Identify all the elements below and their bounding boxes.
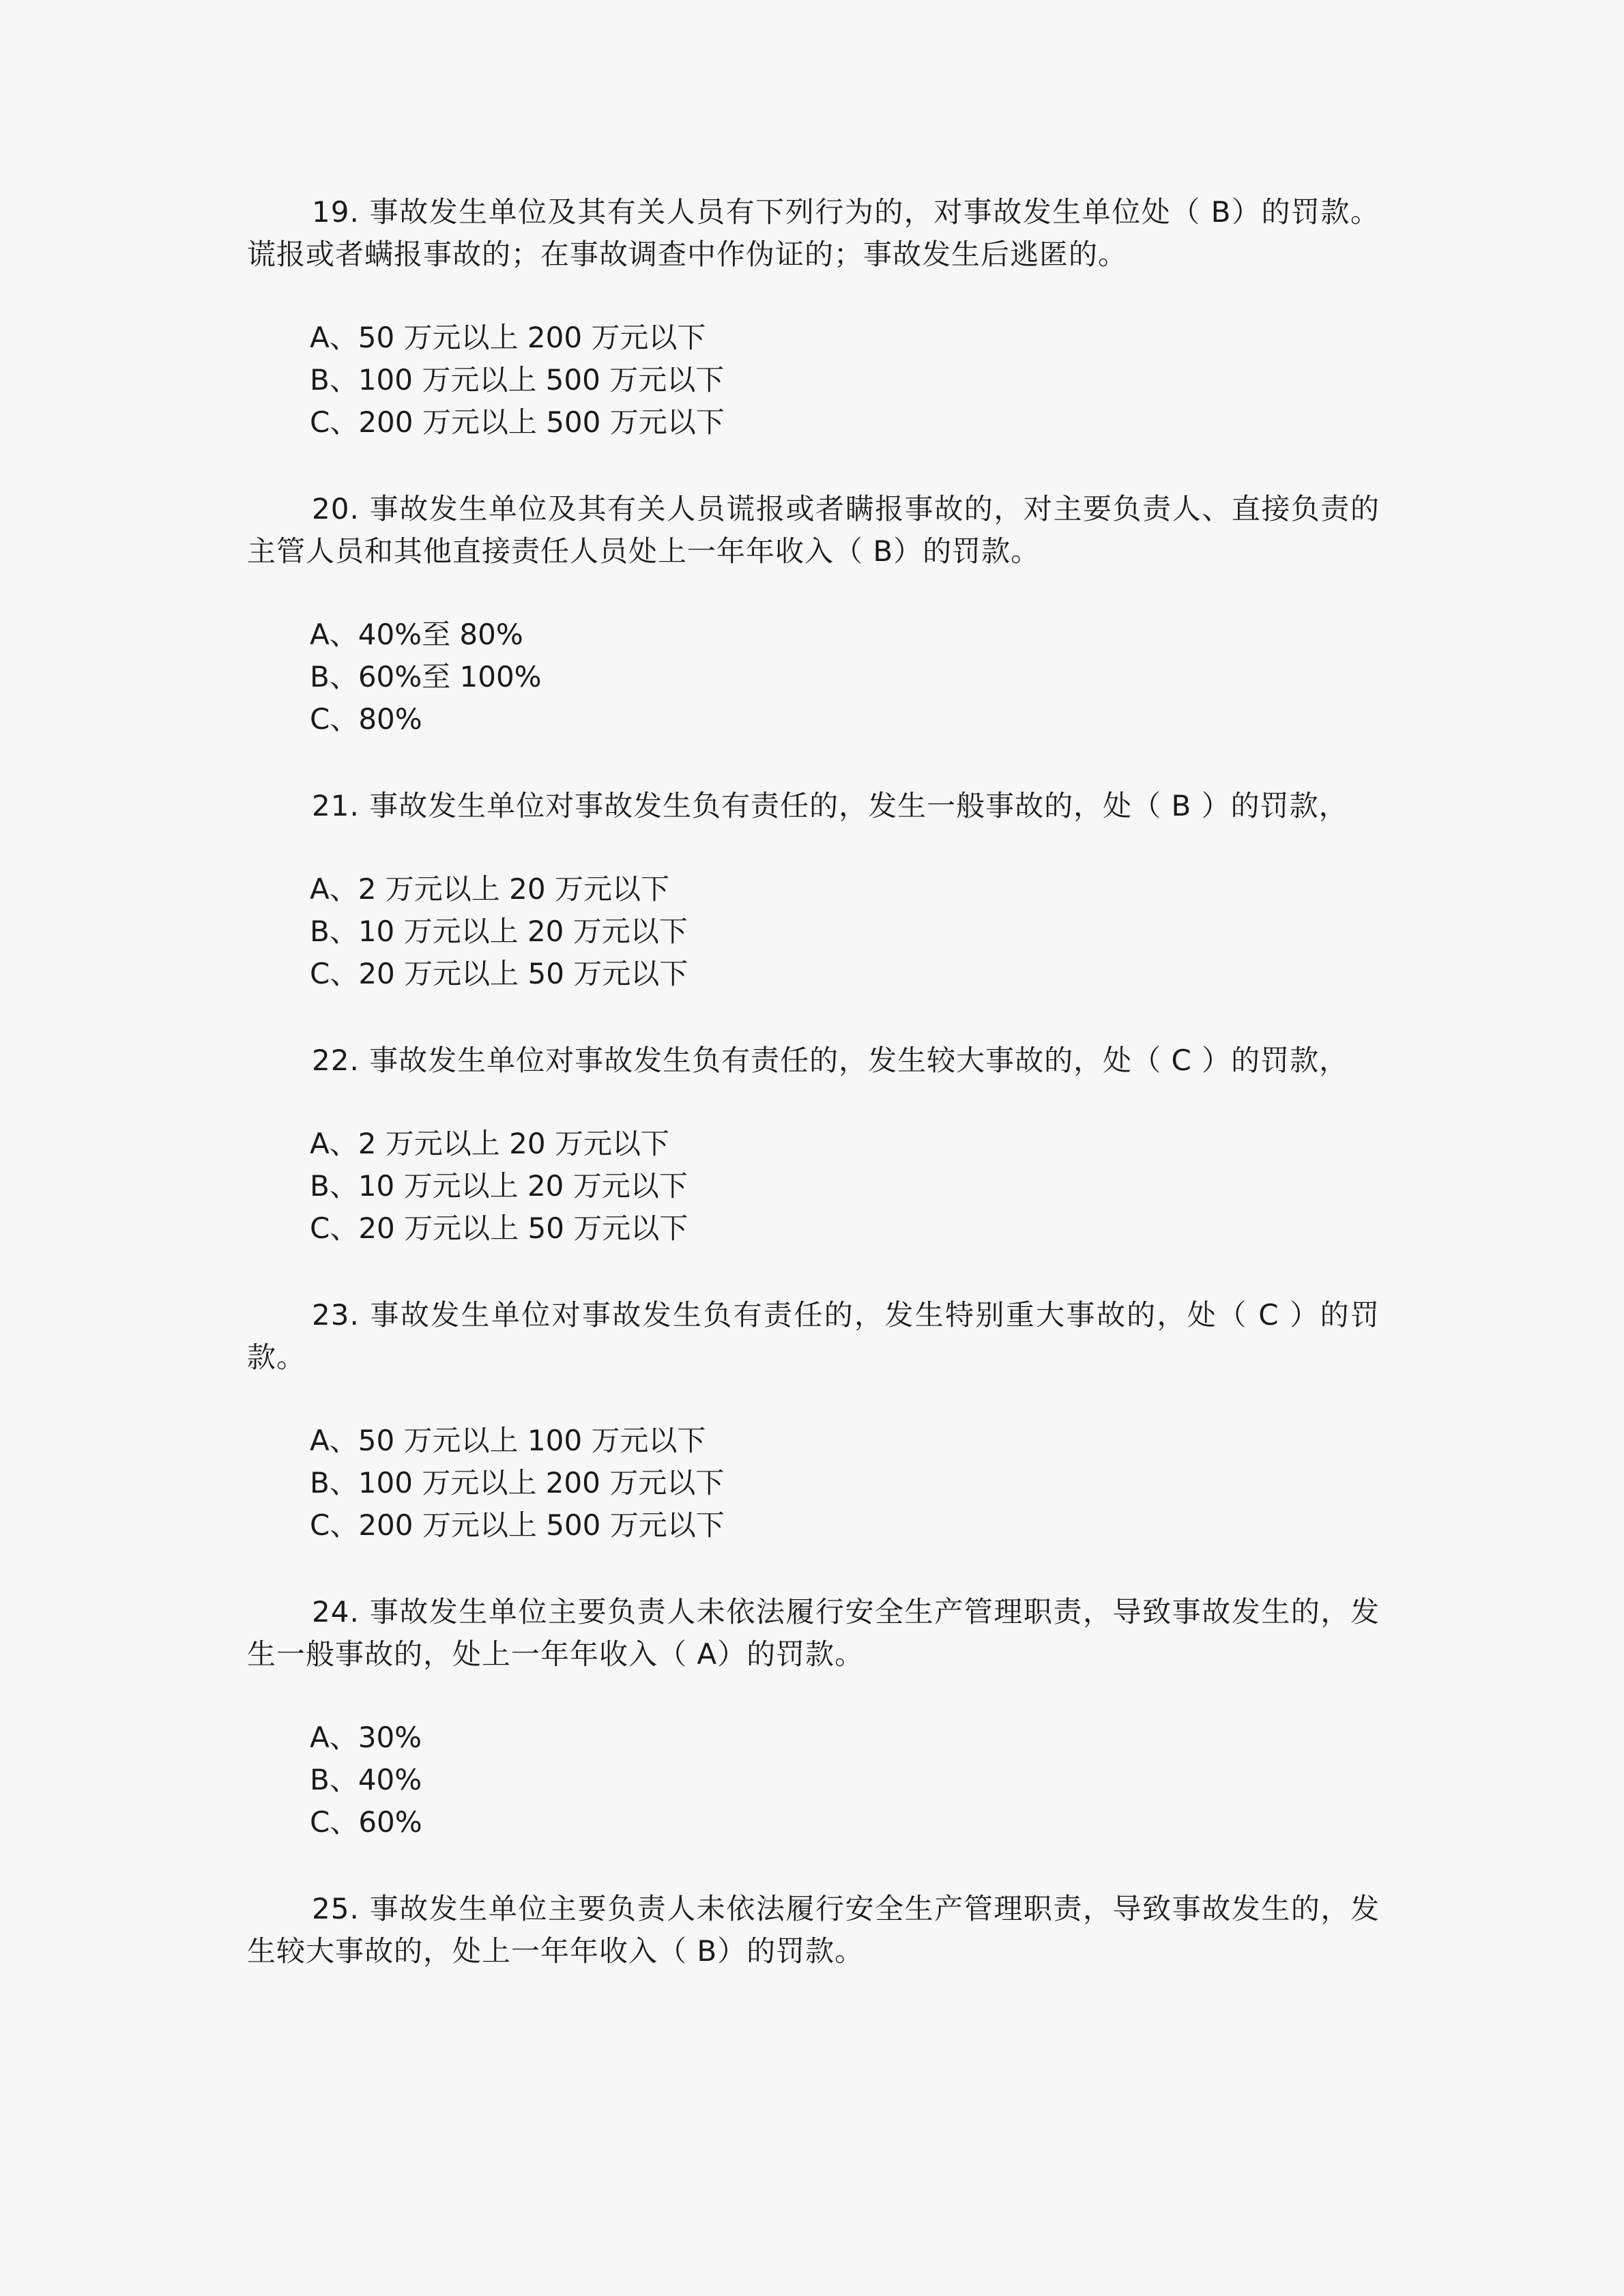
option-b: B、60%至 100%	[310, 660, 542, 693]
spacer	[247, 1547, 1380, 1591]
question-19	[247, 191, 1380, 444]
option-c: C、20 万元以上 50 万元以下	[310, 1211, 688, 1245]
question-text: 23. 事故发生单位对事故发生负有责任的，发生特别重大事故的，处（ C ）的罚款。	[247, 1298, 1380, 1374]
question-23	[247, 1294, 1380, 1547]
option-b: B、100 万元以上 200 万元以下	[310, 1466, 725, 1499]
question-list	[247, 191, 1380, 1972]
spacer	[247, 1843, 1380, 1888]
option-b: B、10 万元以上 20 万元以下	[310, 915, 688, 948]
question-21	[247, 785, 1380, 995]
option-a: A、50 万元以上 200 万元以下	[310, 321, 706, 354]
question-text: 22. 事故发生单位对事故发生负有责任的，发生较大事故的，处（ C ）的罚款，	[312, 1044, 1349, 1077]
option-b: B、40%	[310, 1763, 422, 1796]
question-text: 24. 事故发生单位主要负责人未依法履行安全生产管理职责，导致事故发生的，发生一般事故的，处上一年年收入（ A）的罚款。	[247, 1595, 1380, 1671]
question-24	[247, 1591, 1380, 1843]
question-25	[247, 1888, 1380, 1972]
question-22	[247, 1039, 1380, 1250]
option-c: C、60%	[310, 1805, 422, 1839]
option-list	[247, 1717, 1380, 1843]
option-list	[247, 1420, 1380, 1547]
option-b: B、100 万元以上 500 万元以下	[310, 363, 725, 397]
question-text: 21. 事故发生单位对事故发生负有责任的，发生一般事故的，处（ B ）的罚款，	[312, 789, 1348, 822]
option-a: A、50 万元以上 100 万元以下	[310, 1424, 706, 1457]
option-b: B、10 万元以上 20 万元以下	[310, 1169, 688, 1203]
option-c: C、200 万元以上 500 万元以下	[310, 405, 725, 439]
option-c: C、20 万元以上 50 万元以下	[310, 957, 688, 990]
question-text: 19. 事故发生单位及其有关人员有下列行为的，对事故发生单位处（ B）的罚款。谎报或者螨报事故的；在事故调查中作伪证的；事故发生后逃匿的。	[247, 195, 1380, 271]
option-a: A、40%至 80%	[310, 618, 523, 651]
option-list	[247, 1123, 1380, 1250]
option-list	[247, 317, 1380, 444]
option-list	[247, 868, 1380, 995]
question-20	[247, 488, 1380, 741]
option-a: A、30%	[310, 1721, 422, 1754]
spacer	[247, 444, 1380, 488]
option-a: A、2 万元以上 20 万元以下	[310, 872, 669, 906]
option-list	[247, 614, 1380, 741]
spacer	[247, 1250, 1380, 1294]
spacer	[247, 741, 1380, 785]
option-c: C、80%	[310, 702, 422, 736]
question-text: 20. 事故发生单位及其有关人员谎报或者瞒报事故的，对主要负责人、直接负责的主管人员和其他直接责任人员处上一年年收入（ B）的罚款。	[247, 492, 1380, 568]
question-text: 25. 事故发生单位主要负责人未依法履行安全生产管理职责，导致事故发生的，发生较大事故的，处上一年年收入（ B）的罚款。	[247, 1892, 1380, 1968]
spacer	[247, 995, 1380, 1039]
option-c: C、200 万元以上 500 万元以下	[310, 1508, 725, 1542]
option-a: A、2 万元以上 20 万元以下	[310, 1127, 669, 1160]
